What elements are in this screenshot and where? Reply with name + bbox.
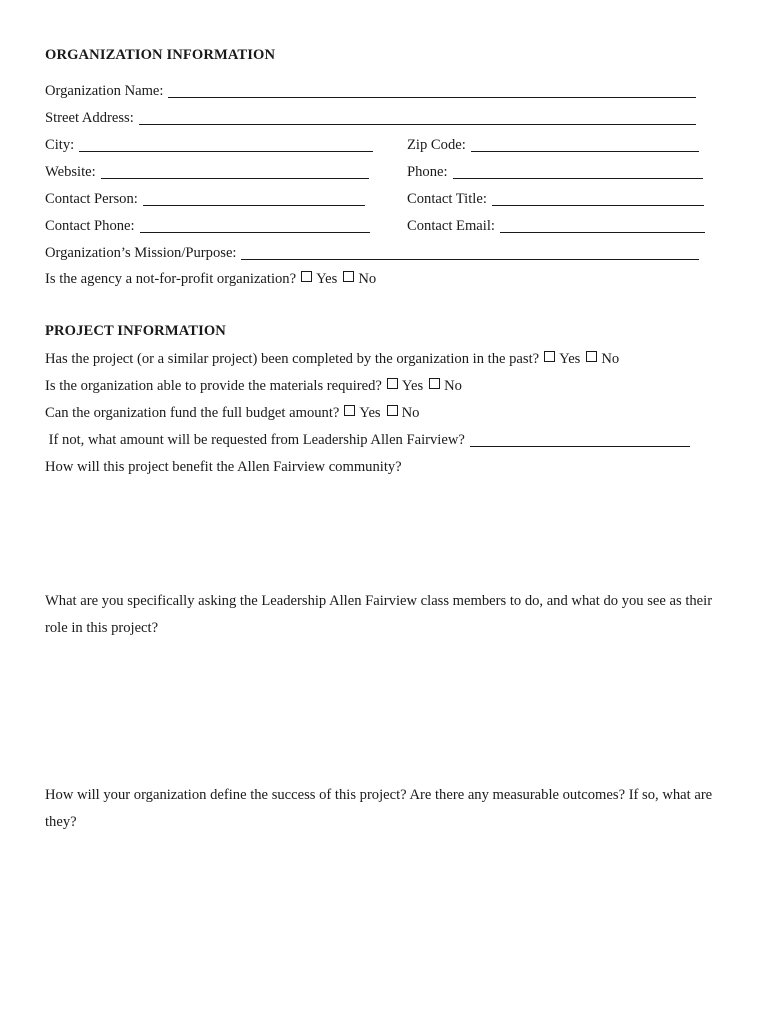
contact-title-field[interactable] xyxy=(407,190,704,208)
phone-field[interactable] xyxy=(407,163,703,181)
materials-yes-label: Yes xyxy=(401,378,424,394)
contact-person-line[interactable] xyxy=(143,192,365,206)
zip-code-line[interactable] xyxy=(471,138,699,152)
nonprofit-question-row xyxy=(45,270,376,288)
fund-yes-checkbox[interactable] xyxy=(344,405,355,416)
organization-name-field[interactable] xyxy=(45,82,696,100)
mission-field[interactable] xyxy=(45,244,699,262)
city-field[interactable] xyxy=(45,136,373,154)
nonprofit-yes-label: Yes xyxy=(316,271,338,287)
street-address-label: Street Address: xyxy=(45,110,134,126)
city-label: City: xyxy=(45,137,75,153)
nonprofit-no-label: No xyxy=(358,271,377,287)
contact-phone-label: Contact Phone: xyxy=(45,218,135,234)
completed-question: Has the project (or a similar project) been completed by the organization in the past? xyxy=(45,351,540,367)
completed-no-label: No xyxy=(601,351,620,367)
street-address-field[interactable] xyxy=(45,109,696,127)
fund-question: Can the organization fund the full budget amount? xyxy=(45,405,340,421)
project-heading: PROJECT INFORMATION xyxy=(45,323,226,339)
fund-question-row xyxy=(45,404,419,422)
mission-line[interactable] xyxy=(241,246,699,260)
phone-line[interactable] xyxy=(453,165,703,179)
zip-code-label: Zip Code: xyxy=(407,137,466,153)
amount-field[interactable] xyxy=(45,431,690,449)
contact-email-label: Contact Email: xyxy=(407,218,495,234)
nonprofit-yes-checkbox[interactable] xyxy=(301,271,312,282)
amount-line[interactable] xyxy=(470,433,690,447)
organization-name-label: Organization Name: xyxy=(45,83,164,99)
website-line[interactable] xyxy=(101,165,369,179)
success-question: How will your organization define the success of this project? Are there any measurable outcomes? If so, what are they? xyxy=(45,787,713,830)
contact-person-field[interactable] xyxy=(45,190,365,208)
fund-yes-label: Yes xyxy=(359,405,381,421)
contact-email-field[interactable] xyxy=(407,217,705,235)
materials-no-checkbox[interactable] xyxy=(429,378,440,389)
materials-question: Is the organization able to provide the materials required? xyxy=(45,378,382,394)
materials-no-label: No xyxy=(444,378,462,394)
materials-question-row xyxy=(45,377,462,395)
amount-question: If not, what amount will be requested from Leadership Allen Fairview? xyxy=(45,432,465,448)
contact-title-line[interactable] xyxy=(492,192,704,206)
fund-no-checkbox[interactable] xyxy=(387,405,398,416)
website-field[interactable] xyxy=(45,163,369,181)
nonprofit-question: Is the agency a not-for-profit organization? xyxy=(45,271,297,287)
fund-no-label: No xyxy=(401,405,420,421)
organization-name-line[interactable] xyxy=(168,84,696,98)
contact-person-label: Contact Person: xyxy=(45,191,138,207)
asking-question: What are you specifically asking the Leadership Allen Fairview class members to do, and what do you see as their role in this project? xyxy=(45,593,713,636)
contact-email-line[interactable] xyxy=(500,219,705,233)
completed-question-row xyxy=(45,350,619,368)
completed-no-checkbox[interactable] xyxy=(586,351,597,362)
website-label: Website: xyxy=(45,164,96,180)
organization-heading: ORGANIZATION INFORMATION xyxy=(45,47,276,63)
nonprofit-no-checkbox[interactable] xyxy=(343,271,354,282)
contact-phone-field[interactable] xyxy=(45,217,370,235)
completed-yes-checkbox[interactable] xyxy=(544,351,555,362)
city-line[interactable] xyxy=(79,138,373,152)
materials-yes-checkbox[interactable] xyxy=(387,378,398,389)
zip-code-field[interactable] xyxy=(407,136,699,154)
completed-yes-label: Yes xyxy=(559,351,581,367)
phone-label: Phone: xyxy=(407,164,448,180)
street-address-line[interactable] xyxy=(139,111,696,125)
contact-phone-line[interactable] xyxy=(140,219,370,233)
benefit-question: How will this project benefit the Allen Fairview community? xyxy=(45,459,402,475)
mission-label: Organization’s Mission/Purpose: xyxy=(45,245,237,261)
contact-title-label: Contact Title: xyxy=(407,191,487,207)
